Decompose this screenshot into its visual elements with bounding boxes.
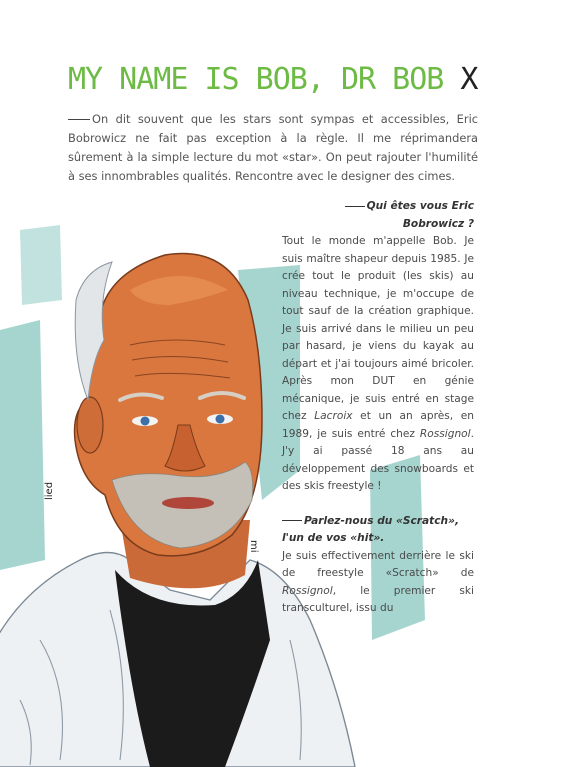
brand-rossignol: Rossignol — [282, 584, 333, 597]
interview-column — [282, 198, 474, 618]
intro-dash — [68, 119, 90, 120]
question-1-text: Qui êtes vous Eric Bobrowicz ? — [366, 200, 474, 230]
mouth — [162, 497, 214, 509]
answer-1-text: Tout le monde m'appelle Bob. Je suis maître shapeur depuis 1985. Je crée tout le produit (les skis) au niveau technique, je m'occupe de tout sauf de la création graphique. Je suis arrivé dans le milieu un peu par hasard, je viens du kayak au départ et j'ai toujours aimé bricoler. Après mon DUT en génie mécanique, je suis entré en stage chez — [282, 235, 474, 422]
answer-2-text: Je suis effectivement derrière le ski de freestyle «Scratch» de — [282, 549, 474, 579]
question-dash — [282, 520, 302, 521]
artist-signature-left: lied — [44, 481, 55, 500]
ear — [77, 397, 103, 453]
answer-2 — [282, 548, 474, 618]
intro-paragraph — [68, 110, 478, 186]
title-main: MY NAME IS BOB, DR BOB — [68, 62, 444, 97]
answer-1 — [282, 233, 474, 496]
question-2 — [282, 513, 474, 548]
iris-left — [141, 417, 150, 426]
answer-1-text-2: et un an après, en 1989, je suis entré chez — [282, 410, 474, 440]
question-2-text: Parlez-nous du «Scratch», l'un de vos «hit». — [282, 514, 459, 544]
article-title — [68, 62, 477, 97]
intro-text: On dit souvent que les stars sont sympas et accessibles, Eric Bobrowicz ne fait pas exception à la règle. Il me réprimandera sûrement à la simple lecture du mot «star». On peut rajouter l'humilité à ses innombrables qualités. Rencontre avec le designer des cimes. — [68, 112, 478, 183]
question-1 — [282, 198, 474, 233]
answer-1-text-3: . J'y ai passé 18 ans au développement des snowboards et des skis freestyle ! — [282, 427, 474, 492]
question-dash — [345, 206, 365, 207]
answer-2-text-2: , le premier ski transculturel, issu du — [282, 584, 474, 614]
brand-rossignol: Rossignol — [419, 427, 471, 440]
title-x-mark: X — [460, 62, 478, 97]
iris-right — [216, 415, 225, 424]
brand-lacroix: Lacroix — [314, 410, 353, 422]
artist-signature-right: mi — [248, 540, 259, 553]
